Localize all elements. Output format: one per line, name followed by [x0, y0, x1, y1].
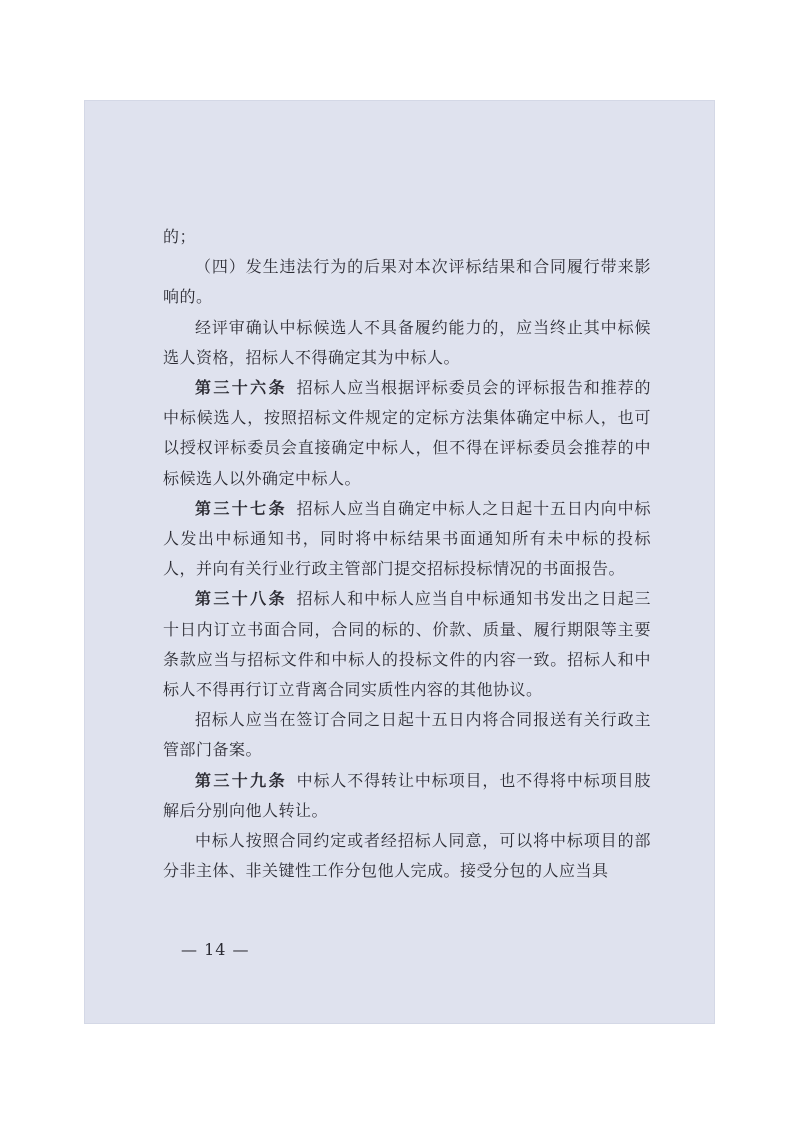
- paragraph-text: 招标人应当根据评标委员会的评标报告和推荐的中标候选人，按照招标文件规定的定标方法集体确定中标人，也可以授权评标委员会直接确定中标人，但不得在评标委员会推荐的中标候选人以外确定中标人。: [163, 378, 651, 488]
- article-38: [163, 584, 651, 705]
- paragraph: [163, 222, 651, 252]
- paragraph-text: 经评审确认中标候选人不具备履约能力的，应当终止其中标候选人资格，招标人不得确定其为中标人。: [163, 317, 651, 367]
- article-39: [163, 766, 651, 826]
- article-label: 第三十七条: [195, 498, 287, 518]
- paragraph-text: 招标人应当自确定中标人之日起十五日内向中标人发出中标通知书，同时将中标结果书面通知所有未中标的投标人，并向有关行业行政主管部门提交招标投标情况的书面报告。: [163, 498, 651, 579]
- paragraph-text: 招标人和中标人应当自中标通知书发出之日起三十日内订立书面合同，合同的标的、价款、质量、履行期限等主要条款应当与招标文件和中标人的投标文件的内容一致。招标人和中标人不得再行订立背离合同实质性内容的其他协议。: [163, 589, 651, 700]
- article-37: [163, 494, 651, 585]
- document-body: [163, 222, 651, 886]
- paragraph: [163, 826, 651, 886]
- paragraph: [163, 313, 651, 373]
- article-36: [163, 373, 651, 494]
- paragraph-text: 中标人按照合同约定或者经招标人同意，可以将中标项目的部分非主体、非关键性工作分包他人完成。接受分包的人应当具: [163, 831, 651, 881]
- paragraph-text: （四）发生违法行为的后果对本次评标结果和合同履行带来影响的。: [163, 257, 651, 307]
- article-label: 第三十九条: [195, 770, 287, 790]
- paragraph-text: 招标人应当在签订合同之日起十五日内将合同报送有关行政主管部门备案。: [163, 710, 651, 760]
- paragraph-text: 中标人不得转让中标项目，也不得将中标项目肢解后分别向他人转让。: [163, 770, 651, 820]
- paragraph-text: 的；: [163, 227, 197, 246]
- paragraph: [163, 252, 651, 312]
- article-label: 第三十六条: [195, 378, 287, 398]
- article-label: 第三十八条: [195, 589, 287, 609]
- page-number: — 14 —: [181, 940, 250, 959]
- paragraph: [163, 705, 651, 765]
